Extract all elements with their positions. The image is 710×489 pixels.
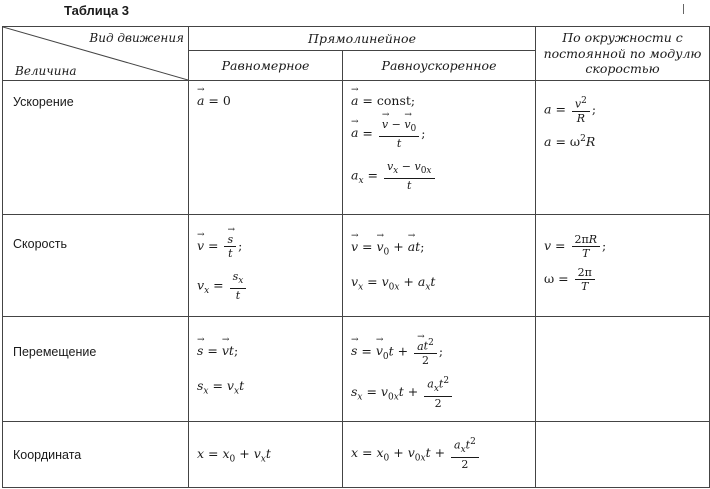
quantity-label: Величина [15,64,77,78]
circular-header: По окружности с постоянной по модулю скоростью [536,27,710,81]
rectilinear-header: Прямолинейное [189,27,536,51]
uniform-header: Равномерное [189,51,343,81]
row-name-velocity: Скорость [3,215,189,317]
table-caption: Таблица 3 [64,3,130,18]
const-text: const; [376,93,416,108]
header-diagonal-cell [3,27,189,81]
velocity-uniform: → v = → $\frac{s}{t}$ ; $v_x$ = $\frac{s_x}{t}$ [189,215,343,317]
scan-mark [683,4,684,14]
accelerated-header: Равноускоренное [343,51,536,81]
velocity-accelerated: → v = → $v_0$ + → at; $v_x = v_{0x} + a_xt$ [343,215,536,317]
coordinate-circular-empty [536,422,710,488]
acceleration-circular: a = $\frac{v^2}{R}$ ; $a = \omega^2R$ [536,81,710,215]
displacement-accelerated: → s = → $v_0t$ + → $\frac{at^2}{2}$ ; $s_x = v_{0x}t$ + $\frac{a_xt^2}{2}$ [343,317,536,422]
row-name-coordinate: Координата [3,422,189,488]
acceleration-accelerated: → a = const; → a = → $\frac{v - \to v_0}{t}$ ; $a_x$ = $\frac{v_x - v_{0x}}{t}$ [343,81,536,215]
row-name-displacement: Перемещение [3,317,189,422]
displacement-uniform: → s = → vt; $s_x = v_xt$ [189,317,343,422]
coordinate-uniform: $x = x_0 + v_xt$ [189,422,343,488]
row-name-acceleration: Ускорение [3,81,189,215]
motion-type-label: Вид движения [89,31,184,45]
kinematics-table [2,26,710,488]
acceleration-uniform: → a = 0 [189,81,343,215]
coordinate-accelerated: $x = x_0 + v_{0x}t$ + $\frac{a_xt^2}{2}$ [343,422,536,488]
velocity-circular: v = $\frac{2\pi R}{T}$ ; ω = $\frac{2\pi}{T}$ [536,215,710,317]
displacement-circular-empty [536,317,710,422]
